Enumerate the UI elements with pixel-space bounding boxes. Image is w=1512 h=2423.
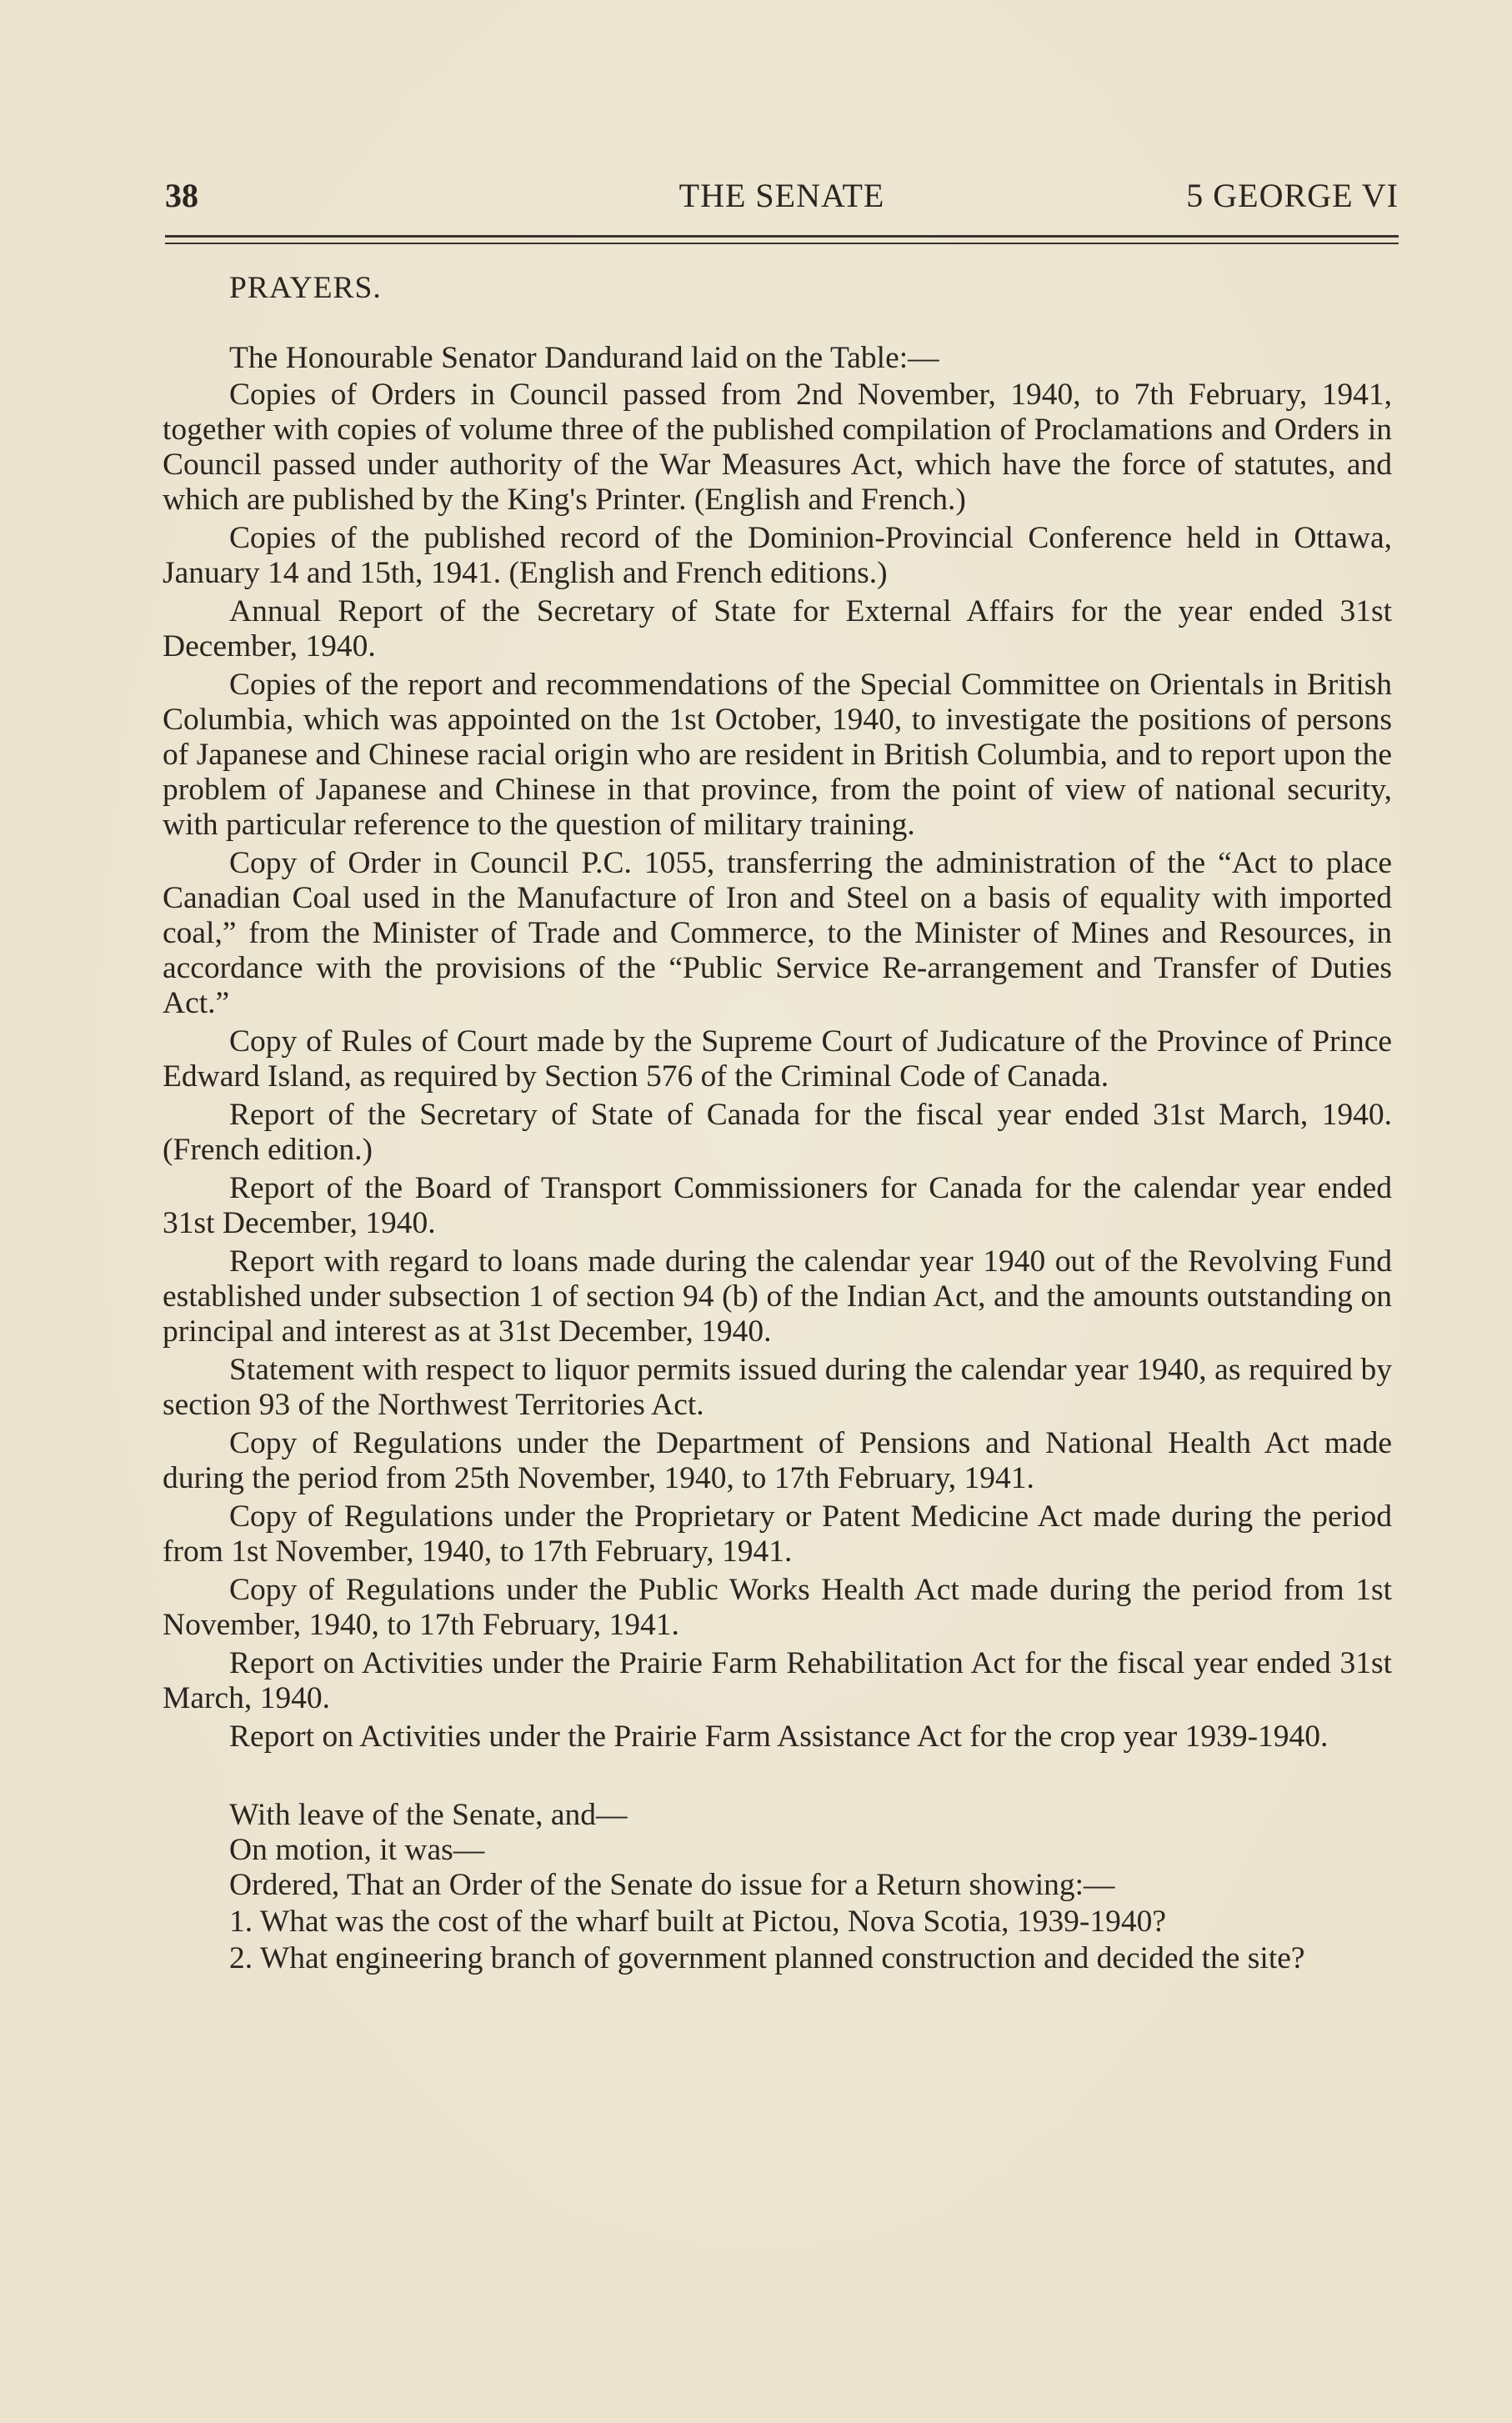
tabled-item: Copy of Rules of Court made by the Supreme Court of Judicature of the Province of Prince Edward Island, as required by Section 576 of the Criminal Code of Canada.: [163, 1024, 1392, 1094]
tabled-item: Report of the Secretary of State of Canada for the fiscal year ended 31st March, 1940. (French edition.): [163, 1098, 1392, 1167]
header-rule-top: [165, 235, 1399, 238]
tabled-item: Report on Activities under the Prairie Farm Assistance Act for the crop year 1939-1940.: [229, 1720, 1329, 1754]
section-heading-prayers: PRAYERS.: [229, 271, 382, 305]
motion-text: On motion, it was—: [229, 1833, 485, 1867]
tabled-item: Report with regard to loans made during the calendar year 1940 out of the Revolving Fund established under subsection 1 of section 94 (b) of the Indian Act, and the amounts outstanding on principal and interest as at 31st December, 1940.: [163, 1244, 1392, 1349]
tabled-item: Copies of the report and recommendations of the Special Committee on Orientals in British Columbia, which was appointed on the 1st October, 1940, to investigate the positions of persons of Japanese and Chinese racial origin who are resident in British Columbia, and to report upon the problem of Japanese and Chinese in that province, from the point of view of national security, with particular reference to the question of military training.: [163, 668, 1392, 842]
question-item: 2. What engineering branch of government planned construction and decided the site?: [229, 1941, 1305, 1975]
document-body: [163, 271, 1392, 1978]
tabled-item: Copies of Orders in Council passed from 2nd November, 1940, to 7th February, 1941, together with copies of volume three of the published compilation of Proclamations and Orders in Council passed under authority of the War Measures Act, which have the force of statutes, and which are published by the King's Printer. (English and French.): [163, 378, 1392, 517]
tabled-item: Annual Report of the Secretary of State for External Affairs for the year ended 31st December, 1940.: [163, 594, 1392, 663]
tabled-item: Copies of the published record of the Dominion-Provincial Conference held in Ottawa, January 14 and 15th, 1941. (English and French editions.): [163, 521, 1392, 590]
tabled-item: Copy of Regulations under the Public Works Health Act made during the period from 1st November, 1940, to 17th February, 1941.: [163, 1573, 1392, 1642]
page-title: THE SENATE: [678, 177, 885, 214]
session-label: 5 GEORGE VI: [1186, 177, 1399, 214]
tabled-item: Copy of Regulations under the Department of Pensions and National Health Act made during the period from 25th November, 1940, to 17th February, 1941.: [163, 1426, 1392, 1495]
tabled-item: Report on Activities under the Prairie Farm Rehabilitation Act for the fiscal year ended 31st March, 1940.: [163, 1646, 1392, 1715]
ordered-text: Ordered, That an Order of the Senate do issue for a Return showing:—: [229, 1868, 1115, 1902]
tabled-item: Copy of Regulations under the Proprietary or Patent Medicine Act made during the period from 1st November, 1940, to 17th February, 1941.: [163, 1499, 1392, 1569]
running-header: [165, 171, 1399, 221]
header-rule-bottom: [165, 243, 1399, 244]
tabled-item: Report of the Board of Transport Commissioners for Canada for the calendar year ended 31st December, 1940.: [163, 1171, 1392, 1240]
page-number: 38: [165, 177, 198, 214]
tabled-item: Copy of Order in Council P.C. 1055, transferring the administration of the “Act to place Canadian Coal used in the Manufacture of Iron and Steel on a basis of equality with imported coal,” from the Minister of Trade and Commerce, to the Minister of Mines and Resources, in accordance with the provisions of the “Public Service Re-arrangement and Transfer of Duties Act.”: [163, 846, 1392, 1020]
leave-text: With leave of the Senate, and—: [229, 1798, 628, 1832]
question-item: 1. What was the cost of the wharf built at Pictou, Nova Scotia, 1939-1940?: [229, 1905, 1167, 1939]
laid-intro: The Honourable Senator Dandurand laid on the Table:—: [229, 341, 939, 375]
tabled-item: Statement with respect to liquor permits issued during the calendar year 1940, as required by section 93 of the Northwest Territories Act.: [163, 1353, 1392, 1422]
